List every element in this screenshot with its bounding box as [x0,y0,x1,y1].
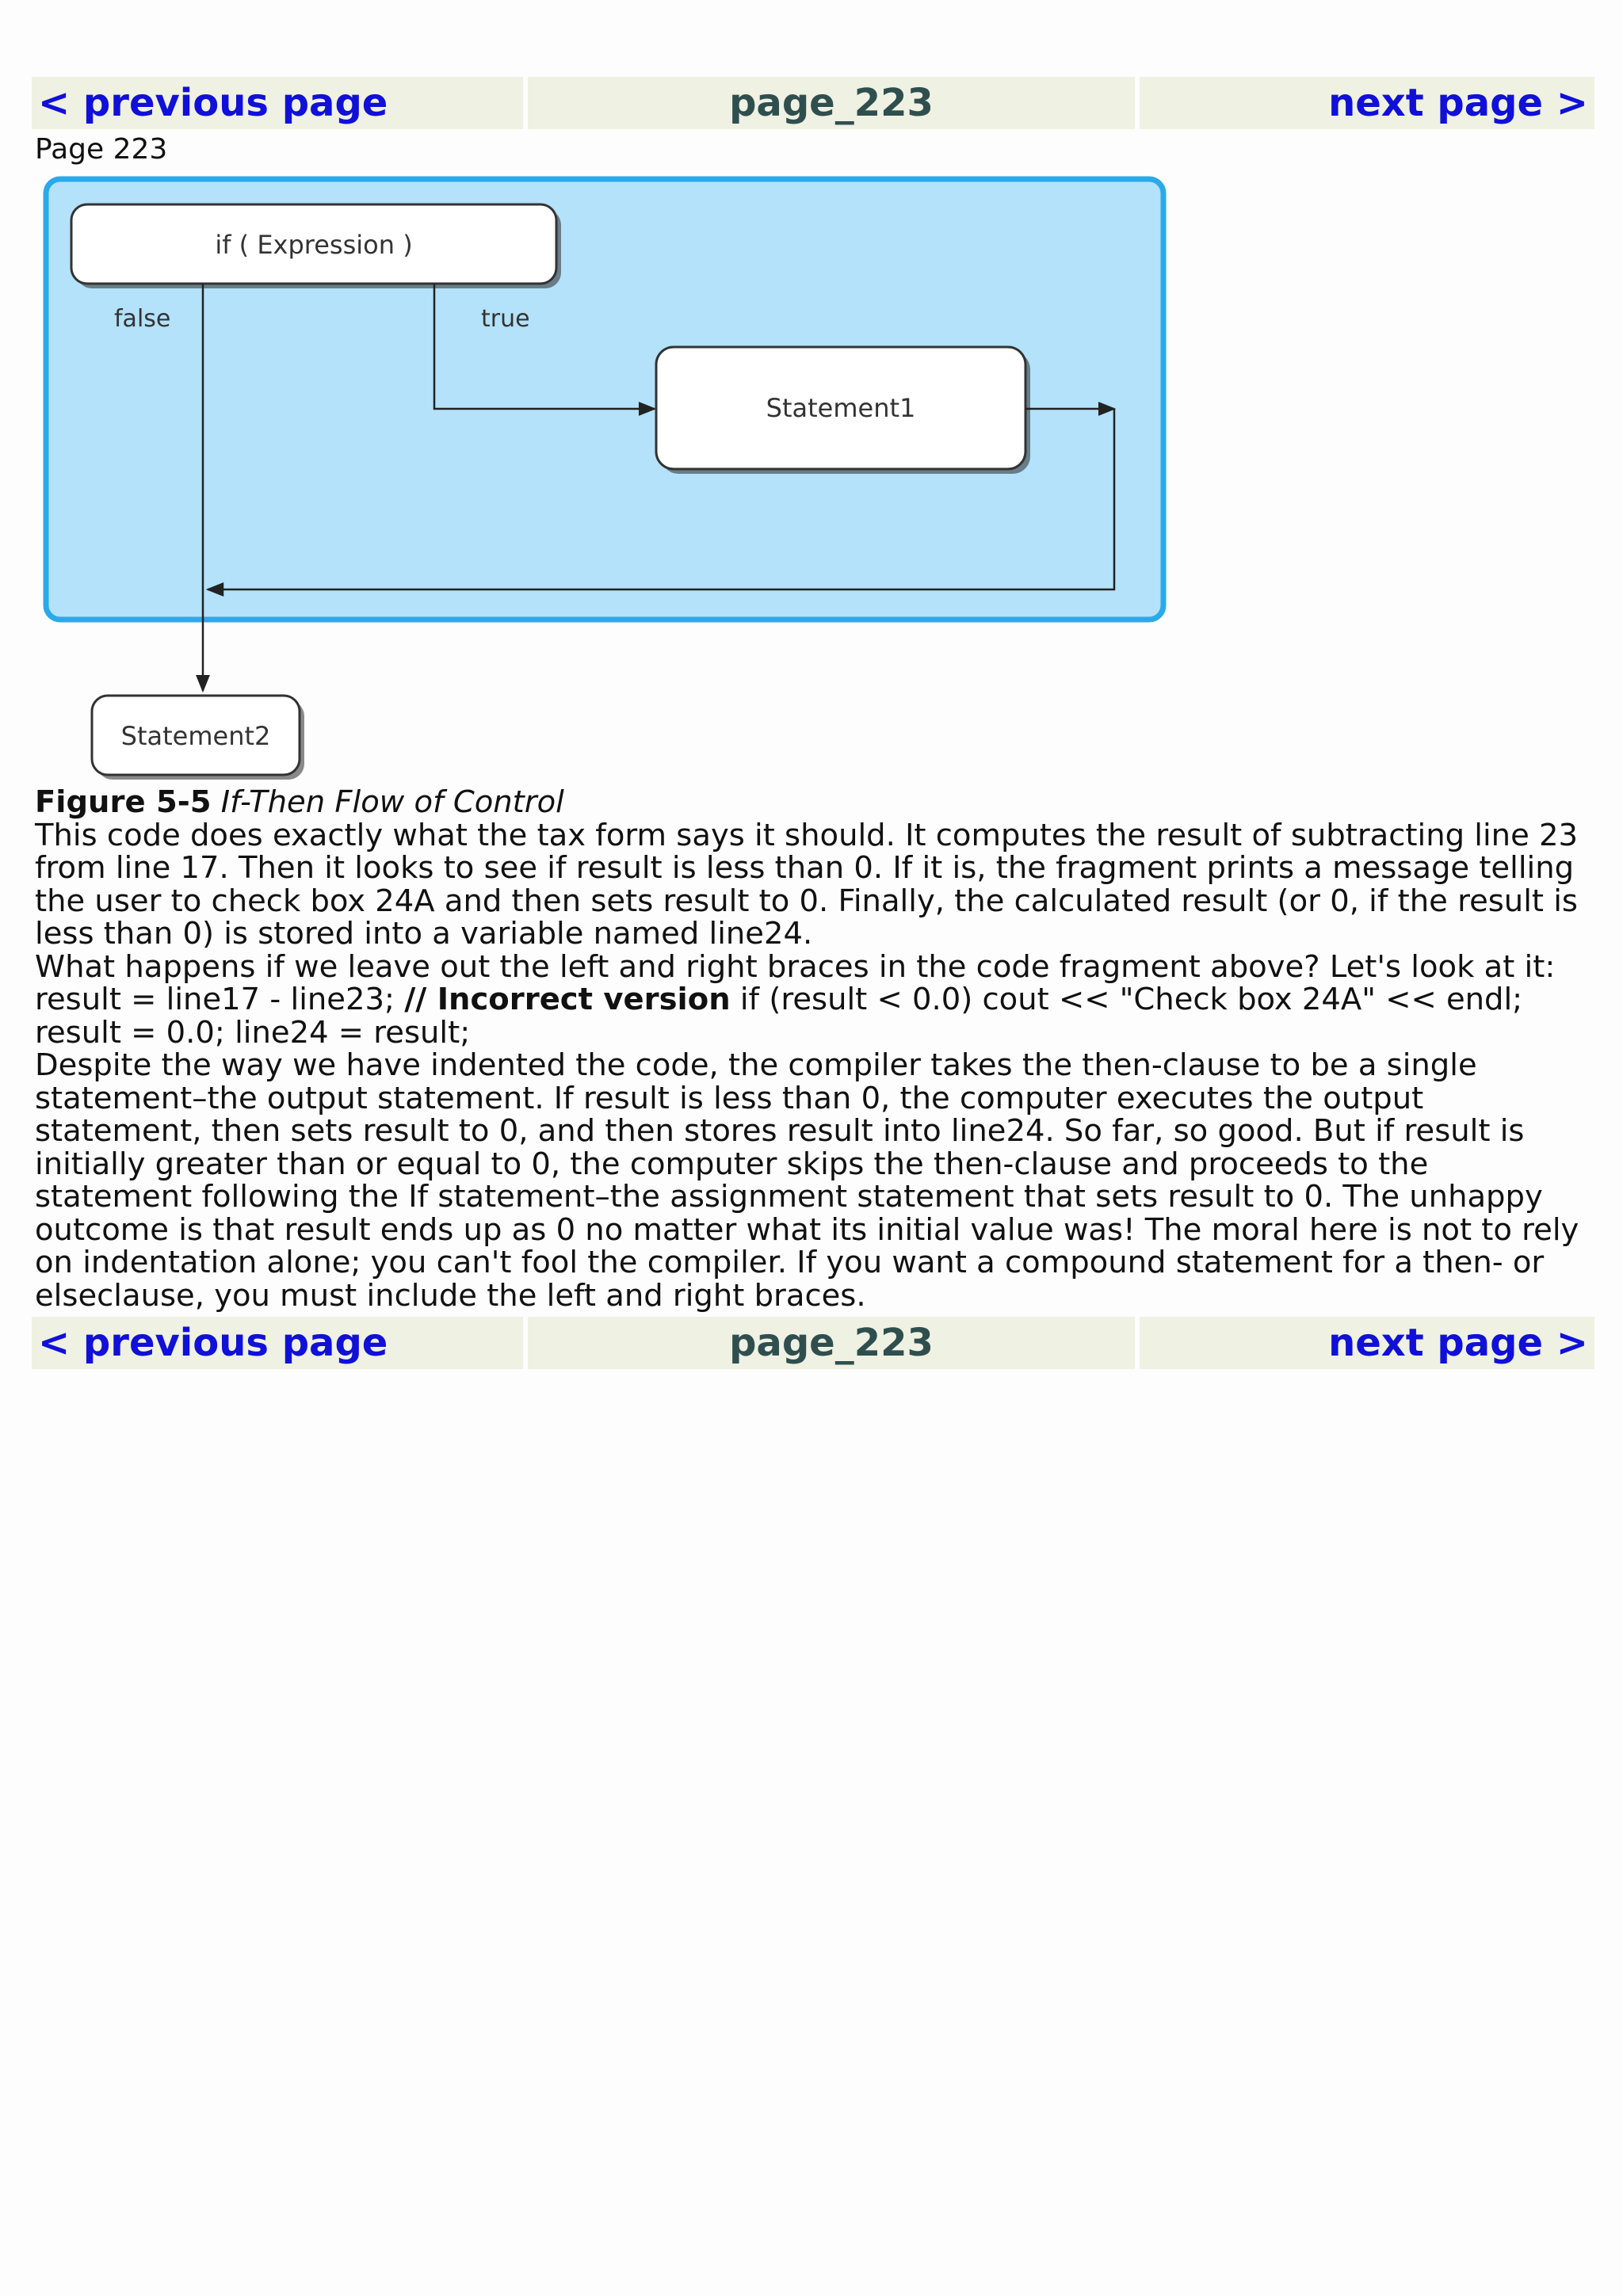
current-page-label: page_223 [729,1321,934,1365]
figure-caption-label: Figure 5-5 [35,784,212,820]
page-body [35,786,1588,1312]
code-part-1: result = line17 - line23; [35,982,405,1017]
figure-caption [35,786,1588,819]
code-part-2: if (result < 0.0) cout << "Check box 24A" << endl; result = 0.0; line24 = result; [35,982,1523,1051]
false-label: false [114,305,171,333]
figure-caption-title: If-Then Flow of Control [220,784,564,820]
page-number-label: Page 223 [35,133,168,166]
paragraph-1: This code does exactly what the tax form says it should. It computes the result of subtracting line 23 from line 17. Then it looks to see if result is less than 0. If it is, the fragment prints a message telling the user to check box 24A and then sets result to 0. Finally, the calculated result (or 0, if the result is less than 0) is stored into a variable named line24. [35,817,1578,952]
next-page-cell [1140,77,1594,129]
next-page-link[interactable]: next page > [1328,81,1588,125]
current-page-cell [528,1317,1135,1369]
top-navigation [32,77,1594,129]
code-comment: // Incorrect version [404,982,731,1017]
previous-page-cell [32,1317,523,1369]
next-page-link[interactable]: next page > [1328,1321,1588,1365]
next-page-cell [1140,1317,1594,1369]
if-expression-text: if ( Expression ) [215,230,413,260]
previous-page-link[interactable]: < previous page [38,81,388,125]
if-then-flow-diagram [35,168,1176,786]
previous-page-link[interactable]: < previous page [38,1321,388,1365]
statement1-text: Statement1 [766,393,916,423]
current-page-label: page_223 [729,81,934,125]
code-paragraph [35,983,1588,1049]
paragraph-4: Despite the way we have indented the code, the compiler takes the then-clause to be a single statement–the output statement. If result is less than 0, the computer executes the output statement, then sets result to 0, and then stores result into line24. So far, so good. But if result is initially greater than or equal to 0, the computer skips the then-clause and proceeds to the statement following the If statement–the assignment statement that sets result to 0. The unhappy outcome is that result ends up as 0 no matter what its initial value was! The moral here is not to rely on indentation alone; you can't fool the compiler. If you want a compound statement for a then- or elseclause, you must include the left and right braces. [35,1047,1579,1314]
statement2-text: Statement2 [120,721,271,751]
paragraph-2: What happens if we leave out the left and right braces in the code fragment above? Let's look at it: [35,948,1556,985]
true-label: true [481,305,530,333]
previous-page-cell [32,77,523,129]
bottom-navigation [32,1317,1594,1369]
current-page-cell [528,77,1135,129]
